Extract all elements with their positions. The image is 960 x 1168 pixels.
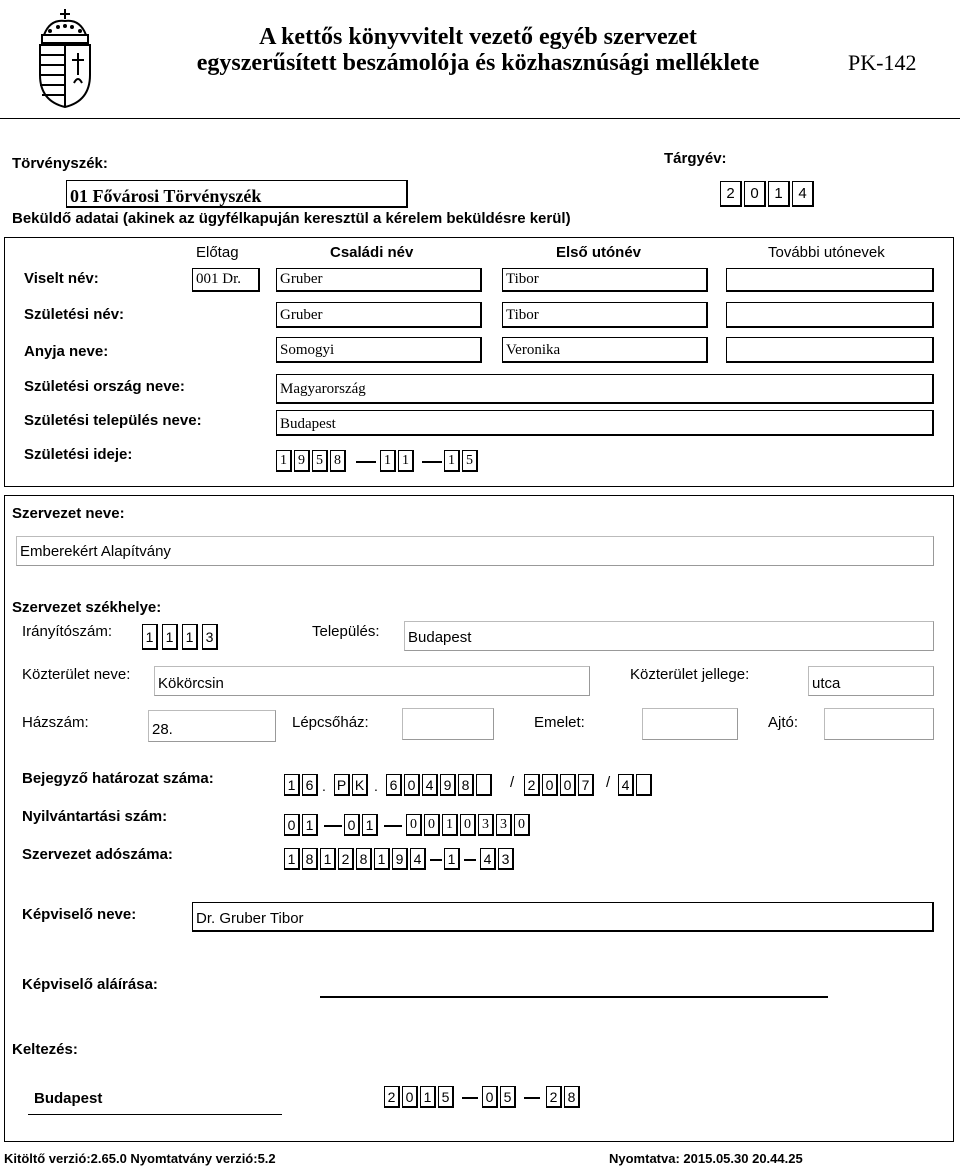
reg-char: 8 [458, 774, 474, 796]
record-digit: 0 [460, 814, 476, 836]
tax-digit: 1 [374, 848, 390, 870]
form-title-line1: A kettős könyvvitelt vezető egyéb szervezet [259, 24, 697, 50]
birth-month-digit: 1 [398, 450, 414, 472]
record-digit: 1 [302, 814, 318, 836]
court-field[interactable]: 01 Fővárosi Törvényszék [66, 180, 408, 208]
reg-char: 0 [404, 774, 420, 796]
sender-heading: Beküldő adatai (akinek az ügyfélkapuján keresztül a kérelem beküldésre kerül) [12, 210, 571, 227]
record-digit: 1 [442, 814, 458, 836]
signature-line[interactable] [320, 996, 828, 998]
year-digit: 2 [720, 181, 742, 207]
used-family-field[interactable]: Gruber [276, 268, 482, 292]
floor-field[interactable] [642, 708, 738, 740]
street-label: Közterület neve: [22, 666, 131, 683]
street-type-label: Közterület jellege: [630, 666, 750, 683]
birth-name-label: Születési név: [24, 306, 125, 323]
used-other-field[interactable] [726, 268, 934, 292]
record-digit: 0 [344, 814, 360, 836]
reg-dot: . [322, 778, 326, 794]
record-label: Nyilvántartási szám: [22, 808, 168, 825]
rep-signature-label: Képviselő aláírása: [22, 976, 158, 993]
floor-label: Emelet: [534, 714, 585, 731]
tax-digit: 3 [498, 848, 514, 870]
stair-label: Lépcsőház: [292, 714, 369, 731]
reg-dot: . [374, 778, 378, 794]
dated-year-digit: 2 [384, 1086, 400, 1108]
city-label: Település: [312, 623, 380, 640]
birth-other-field[interactable] [726, 302, 934, 328]
dated-day-digit: 2 [546, 1086, 562, 1108]
tax-digit: 4 [410, 848, 426, 870]
footer-printed: Nyomtatva: 2015.05.30 20.44.25 [609, 1151, 803, 1166]
tax-digit: 4 [480, 848, 496, 870]
birth-city-label: Születési település neve: [24, 412, 202, 429]
record-digit: 0 [424, 814, 440, 836]
birth-first-field[interactable]: Tibor [502, 302, 708, 328]
birth-country-label: Születési ország neve: [24, 378, 185, 395]
reg-char: 6 [386, 774, 402, 796]
record-digit: 3 [478, 814, 494, 836]
dated-place[interactable]: Budapest [34, 1090, 103, 1107]
stair-field[interactable] [402, 708, 494, 740]
record-digit: 0 [514, 814, 530, 836]
reg-char [636, 774, 652, 796]
street-field[interactable]: Kökörcsin [154, 666, 590, 696]
used-first-field[interactable]: Tibor [502, 268, 708, 292]
reg-char: K [352, 774, 368, 796]
mother-name-label: Anyja neve: [24, 343, 109, 360]
rep-name-label: Képviselő neve: [22, 906, 137, 923]
col-first-heading: Első utónév [556, 244, 642, 261]
year-digit: 1 [768, 181, 790, 207]
reg-char: 0 [542, 774, 558, 796]
used-name-label: Viselt név: [24, 270, 99, 287]
tax-digit: 1 [284, 848, 300, 870]
footer-version: Kitöltő verzió:2.65.0 Nyomtatvány verzió:5.2 [4, 1151, 276, 1166]
tax-digit: 8 [302, 848, 318, 870]
court-label: Törvényszék: [12, 155, 108, 172]
birth-year-digit: 8 [330, 450, 346, 472]
dated-month-digit: 0 [482, 1086, 498, 1108]
birth-year-digit: 9 [294, 450, 310, 472]
tax-digit: 2 [338, 848, 354, 870]
dated-day-digit: 8 [564, 1086, 580, 1108]
reg-char: 6 [302, 774, 318, 796]
reg-char: 9 [440, 774, 456, 796]
record-digit: 3 [496, 814, 512, 836]
mother-family-field[interactable]: Somogyi [276, 337, 482, 363]
dated-month-digit: 5 [500, 1086, 516, 1108]
tax-digit: 8 [356, 848, 372, 870]
birth-year-digit: 1 [276, 450, 292, 472]
year-digit: 4 [792, 181, 814, 207]
org-name-label: Szervezet neve: [12, 505, 125, 522]
org-seat-label: Szervezet székhelye: [12, 599, 162, 616]
reg-char: P [334, 774, 350, 796]
reg-decision-label: Bejegyző határozat száma: [22, 770, 214, 787]
reg-slash: / [606, 774, 611, 791]
birth-country-field[interactable]: Magyarország [276, 374, 934, 404]
zip-digit: 1 [162, 624, 178, 650]
record-digit: 0 [406, 814, 422, 836]
org-name-field[interactable]: Emberekért Alapítvány [16, 536, 934, 566]
form-title-line2: egyszerűsített beszámolója és közhasznúsági melléklete [196, 50, 760, 76]
col-prefix-heading: Előtag [196, 244, 239, 261]
zip-label: Irányítószám: [22, 623, 113, 640]
dated-label: Keltezés: [12, 1041, 78, 1058]
header-divider [0, 118, 960, 119]
reg-char [476, 774, 492, 796]
coat-of-arms-logo [30, 5, 100, 110]
zip-digit: 1 [182, 624, 198, 650]
birth-date-label: Születési ideje: [24, 446, 133, 463]
used-prefix-field[interactable]: 001 Dr. [192, 268, 260, 292]
reg-char: 0 [560, 774, 576, 796]
col-family-heading: Családi név [330, 244, 414, 261]
tax-label: Szervezet adószáma: [22, 846, 173, 863]
birth-day-digit: 5 [462, 450, 478, 472]
record-digit: 0 [284, 814, 300, 836]
zip-digit: 3 [202, 624, 218, 650]
year-digit: 0 [744, 181, 766, 207]
reg-char: 4 [618, 774, 634, 796]
house-field[interactable]: 28. [148, 710, 276, 742]
birth-city-field[interactable]: Budapest [276, 410, 934, 436]
birth-day-digit: 1 [444, 450, 460, 472]
dated-year-digit: 0 [402, 1086, 418, 1108]
reg-char: 4 [422, 774, 438, 796]
dated-year-digit: 5 [438, 1086, 454, 1108]
birth-family-field[interactable]: Gruber [276, 302, 482, 328]
tax-digit: 9 [392, 848, 408, 870]
door-field[interactable] [824, 708, 934, 740]
mother-first-field[interactable]: Veronika [502, 337, 708, 363]
reg-char: 1 [284, 774, 300, 796]
mother-other-field[interactable] [726, 337, 934, 363]
door-label: Ajtó: [768, 714, 799, 731]
dated-year-digit: 1 [420, 1086, 436, 1108]
street-type-field[interactable]: utca [808, 666, 934, 696]
tax-digit: 1 [320, 848, 336, 870]
birth-year-digit: 5 [312, 450, 328, 472]
dated-place-line [28, 1114, 282, 1115]
reg-slash: / [510, 774, 515, 791]
reg-char: 7 [578, 774, 594, 796]
form-code: PK-142 [848, 50, 917, 75]
city-field[interactable]: Budapest [404, 621, 934, 651]
record-digit: 1 [362, 814, 378, 836]
house-label: Házszám: [22, 714, 89, 731]
year-label: Tárgyév: [664, 150, 727, 167]
rep-name-field[interactable]: Dr. Gruber Tibor [192, 902, 934, 932]
tax-digit: 1 [444, 848, 460, 870]
col-other-heading: További utónevek [768, 244, 885, 261]
zip-digit: 1 [142, 624, 158, 650]
reg-char: 2 [524, 774, 540, 796]
birth-month-digit: 1 [380, 450, 396, 472]
